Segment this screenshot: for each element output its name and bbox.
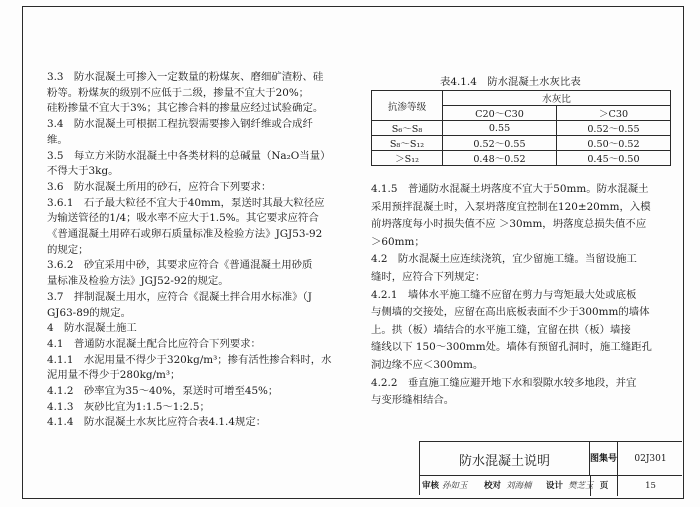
- ratio-cell: 0.45～0.50: [557, 151, 671, 166]
- paragraph-line: 4.2.2 垂直施工缝应避开地下水和裂隙水较多地段，并宜: [371, 376, 637, 389]
- paragraph-line: 洞边缘不应＜300mm。: [371, 358, 484, 371]
- grade-cell: S₆～S₈: [372, 121, 443, 136]
- paragraph-line: 粉等。粉煤灰的级别不应低于二级，掺量不宜大于20%；: [47, 86, 310, 99]
- paragraph-line: 3.4 防水混凝土可根据工程抗裂需要掺入钢纤维或合成纤: [47, 118, 313, 131]
- paragraph-line: 4.1.4 防水混凝土水灰比应符合表4.1.4规定：: [47, 416, 267, 429]
- title-block: [419, 441, 682, 497]
- paragraph-line: 不得大于3kg。: [47, 165, 119, 178]
- paragraph-line: 4.1.5 普通防水混凝土坍落度不宜大于50mm。防水混凝土: [371, 183, 649, 195]
- table-row: [372, 151, 671, 166]
- ratio-cell: 0.52～0.55: [443, 136, 557, 151]
- ratio-header: 水灰比: [443, 91, 671, 106]
- paragraph-line: 3.3 防水混凝土可掺入一定数量的粉煤灰、磨细矿渣粉、硅: [47, 71, 324, 83]
- table-row: [372, 121, 671, 136]
- grade-header: 抗渗等级: [372, 91, 443, 121]
- paragraph-line: 与侧墙的交接处，应留在高出底板表面不少于300mm的墙体: [371, 306, 650, 319]
- paragraph-line: 的规定；: [47, 243, 89, 256]
- paragraph-line: 缝时，应符合下列规定：: [371, 270, 486, 283]
- paragraph-line: 泥用量不得少于280kg/m³；: [47, 369, 181, 382]
- ratio-cell: 0.48～0.52: [443, 151, 557, 166]
- design-signature: 樊芝玉: [568, 481, 594, 491]
- water-cement-ratio-table: [371, 90, 671, 166]
- paragraph-line: 4.1.3 灰砂比宜为1:1.5～1:2.5；: [47, 400, 210, 413]
- page-label: 页: [590, 476, 618, 496]
- paragraph-line: 4.2.1 墙体水平施工缝不应留在剪力与弯矩最大处或底板: [371, 288, 637, 301]
- paragraph-line: 3.7 拌制混凝土用水，应符合《混凝土拌合用水标准》（J: [47, 290, 312, 303]
- paragraph-line: 为输送管径的1/4；吸水率不应大于1.5%。其它要求应符合: [47, 212, 319, 225]
- table-row: [372, 136, 671, 151]
- grade-cell: S₈～S₁₂: [372, 136, 443, 151]
- paragraph-line: 前坍落度每小时损失值不应 ＞30mm，坍落度总损失值不应: [371, 218, 647, 231]
- paragraph-line: 硅粉掺量不宜大于3%；其它掺合料的掺量应经过试验确定。: [47, 102, 324, 115]
- paragraph-line: 与变形缝相结合。: [371, 394, 455, 407]
- set-number: 02J301: [634, 454, 667, 464]
- paragraph-line: 4.1.1 水泥用量不得少于320kg/m³；掺有活性掺合料时，水: [47, 353, 332, 366]
- paragraph-line: 4.1.2 砂率宜为35～40%，泵送时可增至45%；: [47, 385, 279, 398]
- paragraph-line: GJ63-89的规定。: [47, 306, 131, 319]
- paragraph-line: 3.6.1 石子最大粒径不宜大于40mm，泵送时其最大粒径应: [47, 196, 325, 209]
- left-column: [47, 70, 365, 431]
- review-label: 审核: [422, 481, 440, 491]
- paragraph-line: 4.2 防水混凝土应连续浇筑，宜少留施工缝。当留设施工: [371, 253, 637, 266]
- paragraph-line: 3.5 每立方米防水混凝土中各类材料的总碱量（Na₂O当量）: [47, 149, 331, 162]
- paragraph-line: 上。拱（板）墙结合的水平施工缝，宜留在拱（板）墙接: [371, 323, 631, 336]
- paragraph-line: 4 防水混凝土施工: [47, 322, 137, 335]
- drawing-title: 防水混凝土说明: [420, 442, 590, 476]
- paragraph-line: 3.6 防水混凝土所用的砂石，应符合下列要求：: [47, 180, 272, 193]
- check-label: 校对: [484, 481, 502, 491]
- paragraph-line: 3.6.2 砂宜采用中砂，其要求应符合《普通混凝土用砂质: [47, 259, 313, 272]
- sub-header-gt-c30: ＞C30: [557, 106, 671, 121]
- paragraph-line: 4.1 普通防水混凝土配合比应符合下列要求：: [47, 337, 261, 350]
- ratio-cell: 0.55: [443, 121, 557, 136]
- paragraph-line: 缝线以下 150～300mm处。墙体有预留孔洞时，施工缝距孔: [371, 341, 652, 354]
- sub-header-c20-c30: C20～C30: [443, 106, 557, 121]
- table-title: 表4.1.4 防水混凝土水灰比表: [440, 76, 581, 88]
- set-label: 图集号: [590, 442, 618, 476]
- right-column: [371, 181, 671, 410]
- check-signature: 刘海楠: [506, 481, 532, 491]
- paragraph-line: 《普通混凝土用碎石或卵石质量标准及检验方法》JGJ53-92: [47, 228, 323, 241]
- design-label: 设计: [546, 481, 564, 491]
- ratio-cell: 0.52～0.55: [557, 121, 671, 136]
- grade-cell: ＞S₁₂: [372, 151, 443, 166]
- ratio-cell: 0.50～0.52: [557, 136, 671, 151]
- paragraph-line: ＞60mm；: [371, 235, 425, 248]
- paragraph-line: 量标准及检验方法》JGJ52-92的规定。: [47, 275, 229, 288]
- paragraph-line: 维。: [47, 133, 68, 146]
- review-signature: 孙如玉: [442, 481, 468, 491]
- paragraph-line: 采用预拌混凝土时，入泵坍落度宜控制在120±20mm，入模: [371, 200, 651, 213]
- page-number: 15: [645, 481, 656, 491]
